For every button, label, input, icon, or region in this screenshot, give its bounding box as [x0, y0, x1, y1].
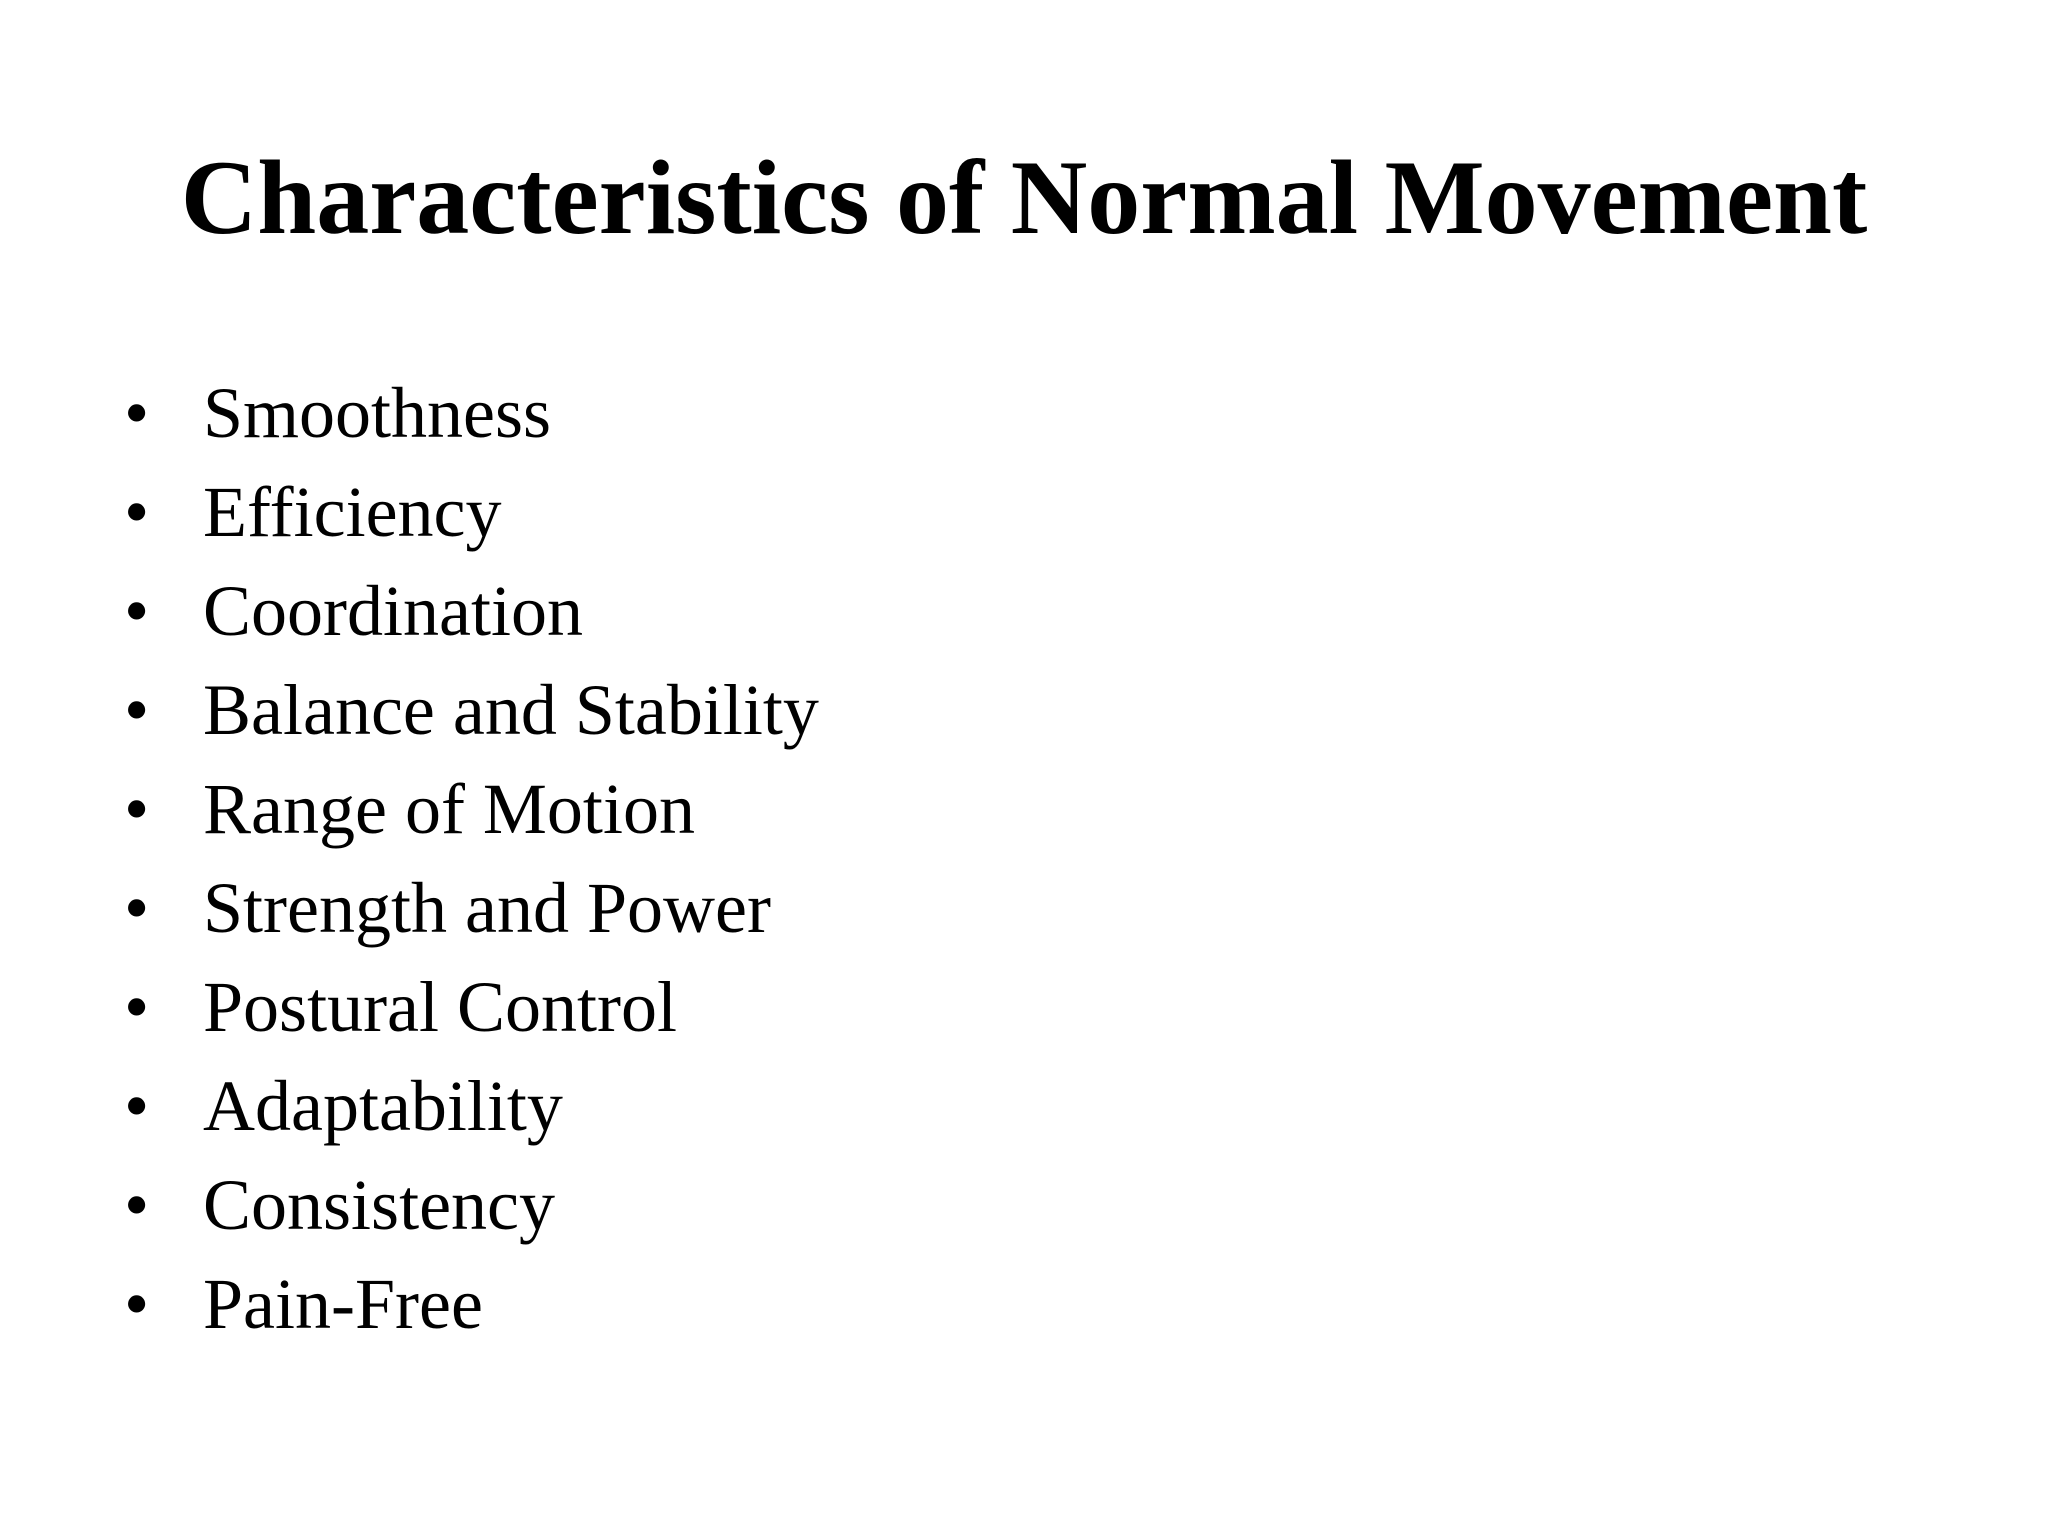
list-item-label: Range of Motion — [203, 769, 695, 849]
bullet-icon: • — [124, 670, 150, 750]
bullet-icon: • — [124, 373, 150, 453]
list-item — [0, 1156, 2048, 1255]
bullet-icon: • — [124, 868, 150, 948]
list-item-label: Coordination — [203, 571, 583, 651]
list-item — [0, 364, 2048, 463]
list-item — [0, 958, 2048, 1057]
list-item — [0, 1255, 2048, 1354]
slide-title: Characteristics of Normal Movement — [180, 139, 1868, 256]
list-item — [0, 661, 2048, 760]
bullet-list — [0, 364, 2048, 1354]
bullet-icon: • — [124, 472, 150, 552]
list-item-label: Postural Control — [203, 967, 678, 1047]
list-item — [0, 562, 2048, 661]
list-item — [0, 760, 2048, 859]
list-item-label: Smoothness — [203, 373, 552, 453]
bullet-icon: • — [124, 967, 150, 1047]
list-item-label: Balance and Stability — [203, 670, 819, 750]
list-item-label: Adaptability — [203, 1066, 563, 1146]
list-item-label: Consistency — [203, 1165, 555, 1245]
bullet-icon: • — [124, 1066, 150, 1146]
bullet-icon: • — [124, 571, 150, 651]
bullet-icon: • — [124, 1165, 150, 1245]
list-item — [0, 1057, 2048, 1156]
bullet-icon: • — [124, 769, 150, 849]
list-item — [0, 463, 2048, 562]
list-item-label: Pain-Free — [203, 1264, 483, 1344]
list-item-label: Efficiency — [203, 472, 502, 552]
bullet-icon: • — [124, 1264, 150, 1344]
list-item — [0, 859, 2048, 958]
list-item-label: Strength and Power — [203, 868, 771, 948]
